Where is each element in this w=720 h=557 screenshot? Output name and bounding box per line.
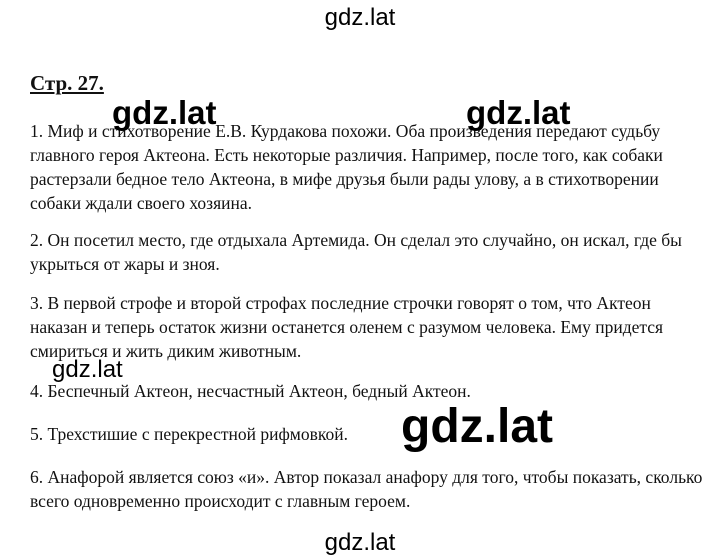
watermark-large: gdz.lat <box>401 400 553 453</box>
watermark-top: gdz.lat <box>324 4 396 31</box>
watermark-right: gdz.lat <box>466 94 571 131</box>
answer-4: 4. Беспечный Актеон, несчастный Актеон, бедный Актеон. <box>30 381 471 401</box>
page-heading: Стр. 27. <box>30 71 104 95</box>
answer-1: 1. Миф и стихотворение Е.В. Курдакова похожи. Оба произведения передают судьбу главного героя Актеона. Есть некоторые различия. Например, после того, как собаки растерзали бедное тело Актеона, в мифе друзья были рады улову, а в стихотворении собаки ждали своего хозяина. <box>30 121 663 213</box>
answer-6: 6. Анафорой является союз «и». Автор показал анафору для того, чтобы показать, сколько всего одновременно происходит с главным героем. <box>30 467 703 511</box>
answer-2: 2. Он посетил место, где отдыхала Артемида. Он сделал это случайно, он искал, где бы укрыться от жары и зноя. <box>30 230 682 274</box>
watermark-middle-left: gdz.lat <box>52 356 123 383</box>
answer-3: 3. В первой строфе и второй строфах последние строчки говорят о том, что Актеон наказан и теперь остаток жизни останется оленем с разумом человека. Ему придется смириться и жить диким животным. <box>30 293 664 361</box>
watermark-left: gdz.lat <box>112 94 217 131</box>
answer-5: 5. Трехстишие с перекрестной рифмовкой. <box>30 424 348 444</box>
watermark-bottom: gdz.lat <box>324 529 396 556</box>
